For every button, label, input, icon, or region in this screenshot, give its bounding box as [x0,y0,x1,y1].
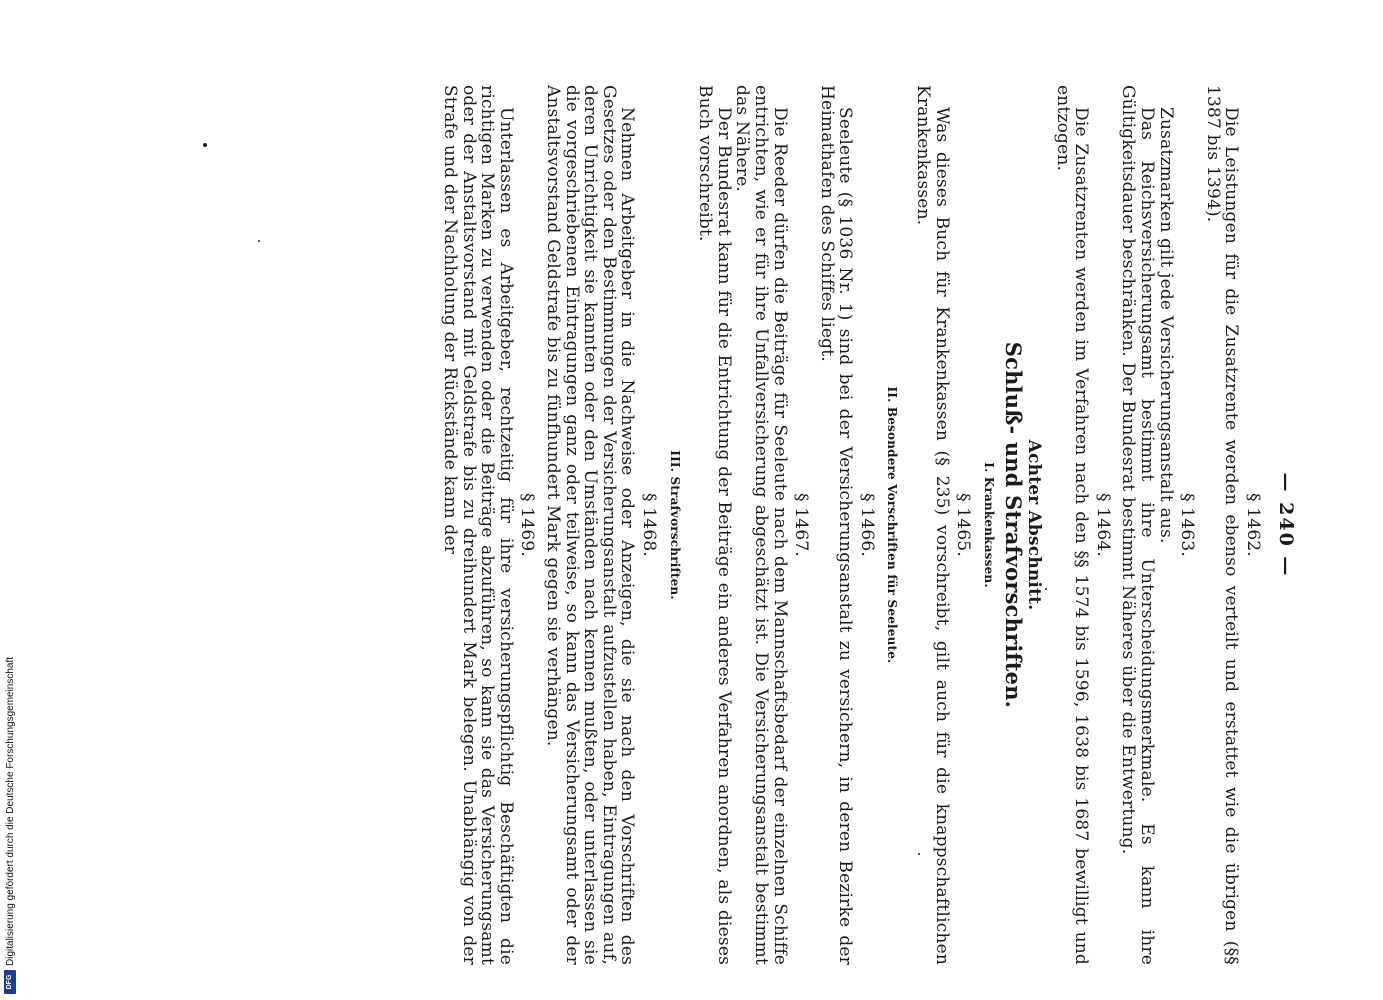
scan-speck [1045,588,1047,590]
section-number-1462: § 1462. [1243,493,1263,557]
section-1467-text-1: Die Reeder dürfen die Beiträge für Seeleute nach dem Mannschaftsbedarf der einzelnen Schiffe entrichten, wie er für ihre Unfallversicherung abgeschätzt ist. Die Versicherungsanstalt bestimmt das Nähere. [732,85,790,965]
section-number-1469: § 1469. [517,493,538,557]
subheading-strafvorschriften: III. Strafvorschriften. [667,450,682,600]
section-number-1465: § 1465. [953,493,974,557]
credit-text: Digitalisierung gefördert durch die Deutsche Forschungsgemeinschaft [4,656,16,966]
scan-speck [918,853,920,855]
margin-mark [203,143,207,147]
digitization-credit [0,0,20,1000]
rotated-page [145,85,1295,965]
section-number-1466: § 1466. [856,493,877,557]
section-1466-text: Seeleute (§ 1036 Nr. 1) sind bei der Versicherungsanstalt zu versichern, in deren Bezirke der Heimathafen des Schiffes liegt. [816,85,856,965]
scan-speck [258,240,260,242]
section-1464-text: Die Zusatzrenten werden im Verfahren nach den §§ 1574 bis 1596, 1638 bis 1687 bewilligt und entzogen. [1052,85,1092,965]
section-1463-text-2: Das Reichsversicherungsamt bestimmt ihre Unterscheidungsmerkmale. Es kann ihre Gültigkeitsdauer beschränken. Der Bundesrat bestimmt Näheres über die Entwertung. [1118,85,1158,965]
section-1465-text: Was dieses Buch für Krankenkassen (§ 235) vorschreibt, gilt auch für die knappschaftlichen Krankenkassen. [913,85,952,965]
section-number-1468: § 1468. [638,493,659,557]
subheading-krankenkassen: I. Krankenkassen. [981,462,996,588]
page-number: — 240 — [1275,472,1297,578]
section-1463-text-1: Zusatzmarken gilt jede Versicherungsanstalt aus. [1155,107,1176,544]
section-number-1467: § 1467. [791,493,812,557]
subheading-seeleute: II. Besondere Vorschriften für Seeleute. [885,386,900,664]
section-1462-text: Die Leistungen für die Zusatzrente werden ebenso verteilt und erstattet wie die übrigen (§§ 1387 bis 1394). [1202,85,1242,965]
section-number-1463: § 1463. [1177,493,1198,557]
dfg-logo: DFG [4,970,16,994]
section-1468-text: Nehmen Arbeitgeber in die Nachweise oder Anzeigen, die sie nach den Vorschriften des Gesetzes oder den Bestimmungen der Versicherungsanstalt aufzustellen haben, Eintragungen auf, deren Unrichtigkeit sie kannten oder den Umständen nach kennen mußten, oder unterlassen sie die vorgeschriebenen Eintragungen ganz oder teilweise, so kann das Versicherungsamt oder der Anstaltsvorstand Geldstrafe bis zu fünfhundert Mark gegen sie verhängen. [543,85,638,965]
section-1467-text-2: Der Bundesrat kann für die Entrichtung der Beiträge ein anderes Verfahren anordnen, als dieses Buch vorschreibt. [695,85,734,965]
chapter-subtitle: Schluß- und Strafvorschriften. [1001,341,1027,709]
section-1469-text: Unterlassen es Arbeitgeber, rechtzeitig für ihre versicherungspflichtig Beschäftigten die richtigen Marken zu verwenden oder die Beiträge abzuführen, so kann sie das Versicherungsamt oder der Anstaltsvorstand mit Geldstrafe bis zu dreihundert Mark belegen. Unabhängig von der Strafe und der Nachholung der Rückstände kann der [440,85,516,965]
section-number-1464: § 1464. [1092,493,1113,557]
chapter-title: Achter Abschnitt. [1024,439,1045,611]
